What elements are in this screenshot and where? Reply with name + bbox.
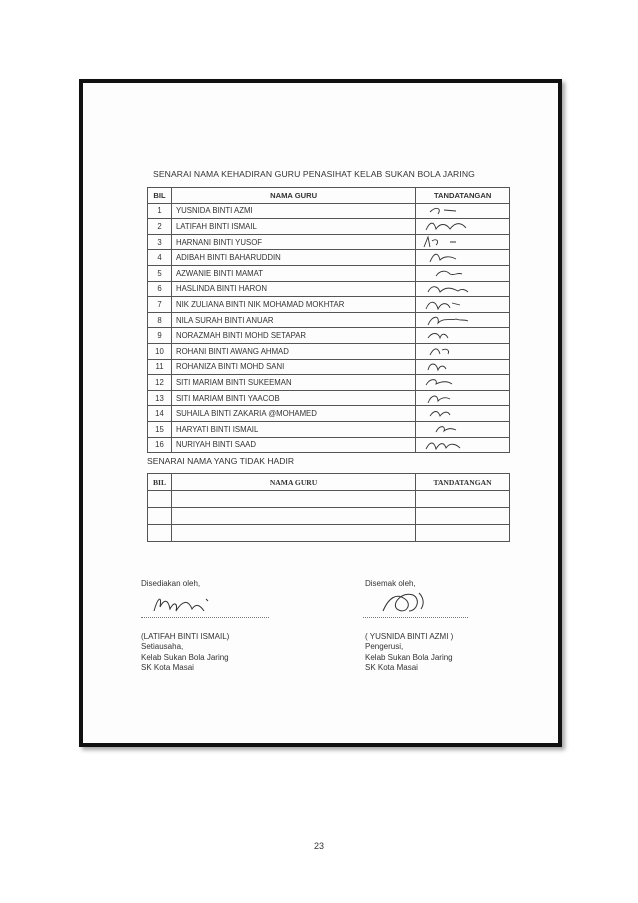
row-signature-cell <box>416 328 510 344</box>
row-nama-guru: NORAZMAH BINTI MOHD SETAPAR <box>171 328 415 344</box>
header-tandatangan: TANDATANGAN <box>416 474 510 491</box>
handwritten-signature <box>416 282 510 297</box>
row-bil: 5 <box>148 265 172 281</box>
empty-cell <box>148 508 172 525</box>
attendance-table <box>147 187 510 453</box>
row-nama-guru: ROHANI BINTI AWANG AHMAD <box>171 343 415 359</box>
empty-cell <box>148 525 172 542</box>
handwritten-signature <box>416 360 510 375</box>
prepared-school: SK Kota Masai <box>141 663 194 672</box>
page-number: 23 <box>313 841 324 851</box>
row-signature-cell <box>416 343 510 359</box>
handwritten-signature <box>416 235 510 250</box>
empty-cell <box>171 491 415 508</box>
table-row <box>148 491 510 508</box>
empty-cell <box>171 525 415 542</box>
empty-cell <box>416 508 510 525</box>
handwritten-signature <box>416 250 510 265</box>
header-nama-guru: NAMA GURU <box>171 188 415 204</box>
row-nama-guru: YUSNIDA BINTI AZMI <box>171 203 415 219</box>
handwritten-signature <box>416 391 510 406</box>
handwritten-signature <box>416 313 510 328</box>
checked-role: Pengerusi, <box>365 642 404 651</box>
row-bil: 13 <box>148 390 172 406</box>
scanned-document-frame <box>79 79 562 747</box>
row-nama-guru: NILA SURAH BINTI ANUAR <box>171 312 415 328</box>
scanned-page <box>83 83 558 743</box>
row-bil: 8 <box>148 312 172 328</box>
table-row <box>148 343 510 359</box>
row-bil: 9 <box>148 328 172 344</box>
prepared-name: (LATIFAH BINTI ISMAIL) <box>141 631 230 641</box>
header-nama-guru: NAMA GURU <box>171 474 415 491</box>
handwritten-signature <box>416 375 510 390</box>
table-row <box>148 328 510 344</box>
table-row <box>148 203 510 219</box>
row-signature-cell <box>416 437 510 453</box>
handwritten-signature <box>416 328 510 343</box>
row-bil: 12 <box>148 375 172 391</box>
row-bil: 14 <box>148 406 172 422</box>
row-signature-cell <box>416 359 510 375</box>
handwritten-signature <box>416 422 510 437</box>
empty-cell <box>148 491 172 508</box>
table-row <box>148 375 510 391</box>
empty-cell <box>416 491 510 508</box>
prepared-club: Kelab Sukan Bola Jaring <box>141 652 229 662</box>
table-header-row <box>148 188 510 204</box>
table-header-row <box>148 474 510 491</box>
row-bil: 10 <box>148 343 172 359</box>
row-nama-guru: HARNANI BINTI YUSOF <box>171 234 415 250</box>
table-row <box>148 421 510 437</box>
table-row <box>148 406 510 422</box>
handwritten-signature <box>416 438 510 453</box>
table-row <box>148 525 510 542</box>
handwritten-signature <box>416 204 510 219</box>
handwritten-signature <box>416 297 510 312</box>
row-bil: 4 <box>148 250 172 266</box>
row-signature-cell <box>416 390 510 406</box>
checked-label: Disemak oleh, <box>365 579 416 588</box>
checked-name: ( YUSNIDA BINTI AZMI ) <box>365 631 454 641</box>
row-signature-cell <box>416 219 510 235</box>
prepared-label: Disediakan oleh, <box>141 579 201 588</box>
table-row <box>148 390 510 406</box>
row-nama-guru: ADIBAH BINTI BAHARUDDIN <box>171 250 415 266</box>
row-nama-guru: HARYATI BINTI ISMAIL <box>171 421 415 437</box>
row-signature-cell <box>416 406 510 422</box>
header-bil: BIL <box>148 474 172 491</box>
row-bil: 3 <box>148 234 172 250</box>
header-bil: BIL <box>148 188 172 204</box>
row-bil: 11 <box>148 359 172 375</box>
row-signature-cell <box>416 265 510 281</box>
table-row <box>148 359 510 375</box>
header-tandatangan: TANDATANGAN <box>416 188 510 204</box>
empty-cell <box>416 525 510 542</box>
row-signature-cell <box>416 297 510 313</box>
empty-cell <box>171 508 415 525</box>
table-row <box>148 437 510 453</box>
row-bil: 7 <box>148 297 172 313</box>
table-row <box>148 219 510 235</box>
row-bil: 2 <box>148 219 172 235</box>
handwritten-signature <box>416 219 510 234</box>
table-row <box>148 234 510 250</box>
row-signature-cell <box>416 281 510 297</box>
handwritten-signature <box>416 266 510 281</box>
checked-signature <box>375 585 435 621</box>
row-bil: 16 <box>148 437 172 453</box>
row-nama-guru: HASLINDA BINTI HARON <box>171 281 415 297</box>
row-signature-cell <box>416 234 510 250</box>
row-nama-guru: ROHANIZA BINTI MOHD SANI <box>171 359 415 375</box>
row-bil: 15 <box>148 421 172 437</box>
table-row <box>148 312 510 328</box>
row-signature-cell <box>416 421 510 437</box>
row-nama-guru: NURIYAH BINTI SAAD <box>171 437 415 453</box>
prepared-signature <box>148 589 218 621</box>
row-bil: 6 <box>148 281 172 297</box>
handwritten-signature <box>416 406 510 421</box>
row-nama-guru: LATIFAH BINTI ISMAIL <box>171 219 415 235</box>
row-nama-guru: AZWANIE BINTI MAMAT <box>171 265 415 281</box>
row-signature-cell <box>416 375 510 391</box>
row-nama-guru: NIK ZULIANA BINTI NIK MOHAMAD MOKHTAR <box>171 297 415 313</box>
row-signature-cell <box>416 203 510 219</box>
row-signature-cell <box>416 312 510 328</box>
table-row <box>148 297 510 313</box>
prepared-role: Setiausaha, <box>141 642 184 651</box>
attendance-title: SENARAI NAMA KEHADIRAN GURU PENASIHAT KELAB SUKAN BOLA JARING <box>153 169 475 179</box>
checked-club: Kelab Sukan Bola Jaring <box>365 652 453 662</box>
table-row <box>148 508 510 525</box>
row-nama-guru: SITI MARIAM BINTI YAACOB <box>171 390 415 406</box>
handwritten-signature <box>416 344 510 359</box>
table-row <box>148 250 510 266</box>
row-bil: 1 <box>148 203 172 219</box>
row-nama-guru: SITI MARIAM BINTI SUKEEMAN <box>171 375 415 391</box>
row-signature-cell <box>416 250 510 266</box>
absent-title: SENARAI NAMA YANG TIDAK HADIR <box>147 456 295 466</box>
table-row <box>148 265 510 281</box>
checked-school: SK Kota Masai <box>365 663 418 672</box>
table-row <box>148 281 510 297</box>
row-nama-guru: SUHAILA BINTI ZAKARIA @MOHAMED <box>171 406 415 422</box>
absent-table <box>147 473 510 542</box>
